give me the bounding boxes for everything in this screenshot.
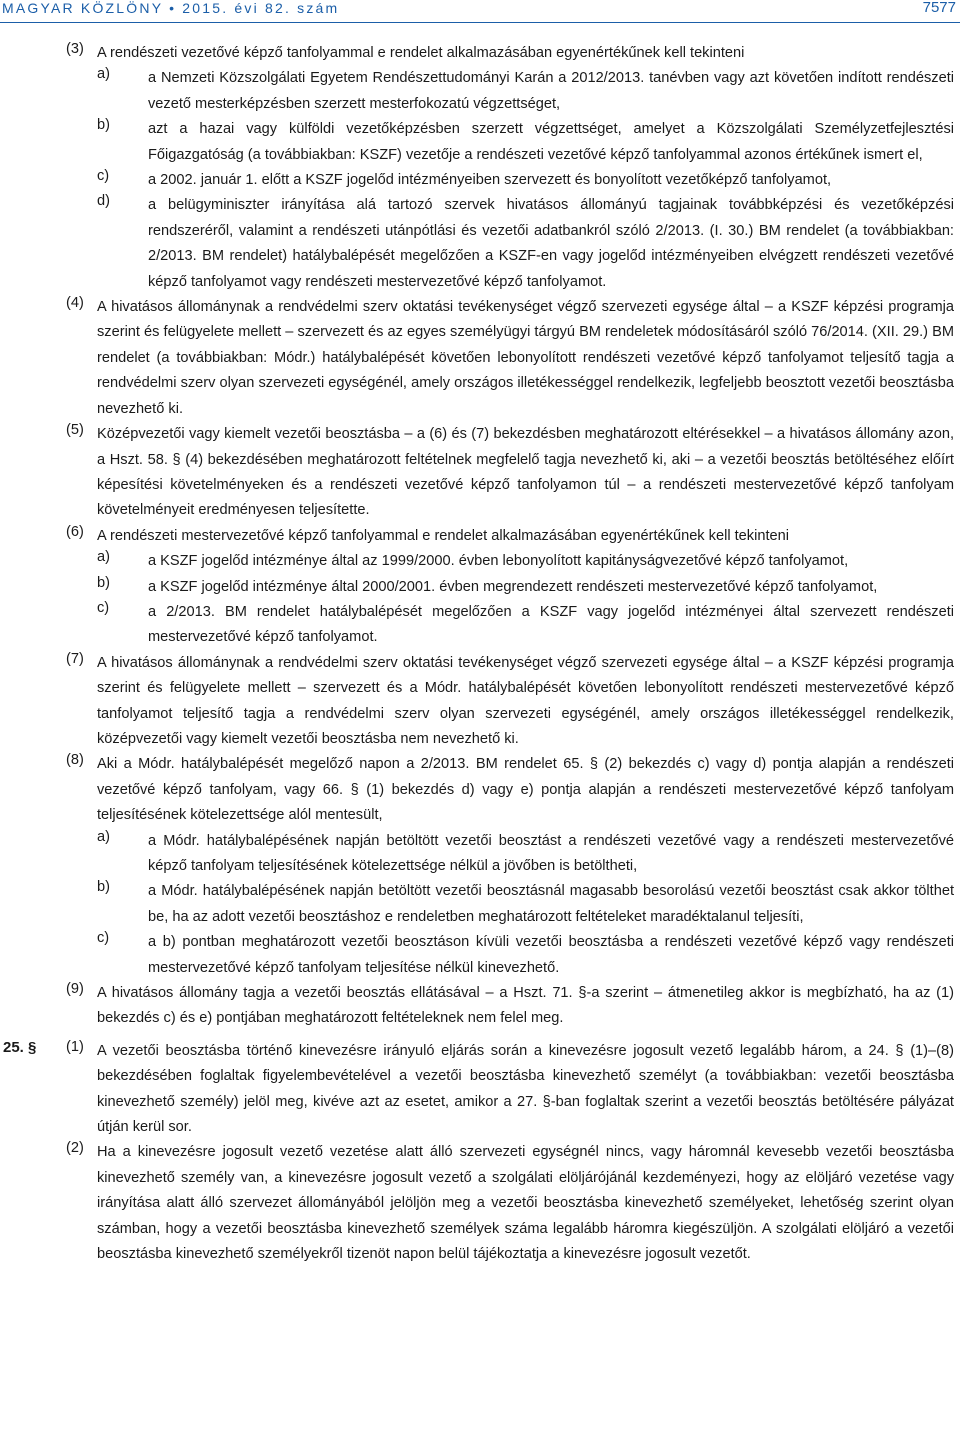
paragraph-number: (2): [66, 1140, 84, 1157]
item-text: a b) pontban meghatározott vezetői beosztáson kívüli vezetői beosztásba a rendészeti vezetővé képző vagy rendészeti mestervezetővé képző tanfolyam teljesítése nélkül kinevezhető.: [148, 934, 954, 976]
paragraph-text: A hivatásos állomány tagja a vezetői beosztás ellátásával – a Hszt. 71. §-a szerint – átmenetileg akkor is megbízható, ha az (1) bekezdés c) és e) pontjában meghatározott feltételeknek nem felel meg.: [97, 985, 954, 1027]
item-label: c): [97, 168, 110, 185]
item-text: a KSZF jogelőd intézménye által az 1999/2000. évben lebonyolított kapitányságvezetővé képző tanfolyamot,: [148, 553, 849, 570]
paragraph-8: [0, 752, 960, 828]
paragraph-6: [0, 524, 960, 549]
paragraph-number: (3): [66, 41, 84, 57]
item-label: b): [97, 574, 110, 591]
paragraph-7: [0, 651, 960, 753]
item-label: a): [97, 828, 110, 845]
item-text: a Nemzeti Közszolgálati Egyetem Rendészettudományi Karán a 2012/2013. tanévben vagy azt követően indított rendészeti vezető mesterképzésben szerzett mesterfokozatú végzettséget,: [148, 70, 954, 112]
paragraph-3: [0, 41, 960, 66]
item-text: a 2/2013. BM rendelet hatálybalépését megelőzően a KSZF vagy jogelőd intézményei által szervezett rendészeti mestervezetővé képző tanfolyamot.: [148, 603, 954, 646]
paragraph-number: (9): [66, 981, 84, 998]
section-25-paragraph-1: [0, 1039, 960, 1141]
list-item: [0, 549, 960, 574]
paragraph-text: A hivatásos állománynak a rendvédelmi szerv oktatási tevékenységet végző szervezeti egysége által – a KSZF képzési programja szerint és felügyelete mellett – szervezett és az egyes személyügyi tárgyú BM rendeletek módosításáról szóló 76/2014. (XII. 29.) BM rendelet (a továbbiakban: Módr.) hatálybalépését követően lebonyolított rendészeti vezetővé képző tanfolyamot teljesítő tagja a rendvédelmi szerv olyan szervezeti egységénél, amely országos illetékességgel rendelkezik, legfeljebb beosztott vezetői beosztásba nevezhető ki.: [97, 299, 954, 417]
section-number: 25. §: [3, 1038, 37, 1056]
paragraph-4: [0, 295, 960, 422]
paragraph-text: A hivatásos állománynak a rendvédelmi szerv oktatási tevékenységet végző szervezeti egysége által – a KSZF képzési programja szerint és felügyelete mellett – szervezett és a Módr. hatálybalépését követően lebonyolított rendészeti mestervezetővé képző tanfolyamot teljesítő tagja a rendvédelmi szerv olyan szervezeti egységénél, amely országos illetékességgel rendelkezik, középvezetői vagy kiemelt vezetői beosztásba nem nevezhető ki.: [97, 654, 954, 747]
item-label: d): [97, 193, 110, 210]
page-number: 7577: [922, 0, 956, 16]
list-item: [0, 600, 960, 651]
paragraph-5: [0, 422, 960, 524]
paragraph-text: Középvezetői vagy kiemelt vezetői beosztásba – a (6) és (7) bekezdésben meghatározott eltérésekkel – a hivatásos állomány azon, a Hszt. 58. § (4) bekezdésében meghatározott feltételnek megfelelő tagja nevezhető ki, aki – a vezetői beosztás betöltéséhez előírt képesítési követelményeken és a rendészeti vezetővé képző tanfolyamon túl – a rendészeti mestervezetővé képző tanfolyam követelményeit eredményesen teljesítette.: [97, 426, 954, 519]
document-body: [0, 41, 960, 1268]
item-text: a Módr. hatálybalépésének napján betöltött vezetői beosztást a rendészeti vezetővé vagy a rendészeti mestervezetővé képző tanfolyam teljesítésének kötelezettsége nélkül a jövőben is betöltheti,: [148, 832, 954, 874]
item-text: a KSZF jogelőd intézménye által 2000/2001. évben megrendezett rendészeti mestervezetővé képző tanfolyamot,: [148, 578, 878, 595]
paragraph-number: (4): [66, 295, 84, 312]
list-item: [0, 829, 960, 880]
paragraph-text: Ha a kinevezésre jogosult vezető vezetése alatt álló szervezeti egységnél nincs, vagy háromnál kevesebb vezetői beosztásba kinevezhető személy van, a kinevezésre jogosult vezető a szolgálati elöljárójánál kezdeményezi, hogy az elöljáró vezetése vagy irányítása alatt álló szervezet állományából jelöljön meg a vezetői beosztásba kinevezhető személyeket, lehetőség szerint olyan számban, hogy a vezetői beosztásba kinevezhető személyek száma legalább háromra kiegészüljön. A szolgálati elöljáró a vezetői beosztásba kinevezhető személyekről tizenöt napon belül tájékoztatja a kinevezésre jogosult vezetőt.: [97, 1144, 954, 1263]
paragraph-text: A rendészeti mestervezetővé képző tanfolyammal e rendelet alkalmazásában egyenértékűnek kell tekinteni: [97, 527, 789, 544]
list-item: [0, 168, 960, 193]
list-item: [0, 193, 960, 295]
paragraph-number: (8): [66, 752, 84, 769]
item-text: azt a hazai vagy külföldi vezetőképzésben szerzett végzettséget, amelyet a Közszolgálati Személyzetfejlesztési Főigazgatóság (a továbbiakban: KSZF) vezetője a rendészeti vezetővé képző tanfolyammal azonos értékűnek ismert el,: [148, 121, 954, 163]
section-25: [0, 1039, 960, 1268]
item-label: c): [97, 599, 110, 616]
paragraph-9: [0, 981, 960, 1032]
list-item: [0, 930, 960, 981]
page-header: [0, 0, 960, 23]
paragraph-text: Aki a Módr. hatálybalépését megelőző napon a 2/2013. BM rendelet 65. § (2) bekezdés c) vagy d) pontja alapján a rendészeti vezetővé képző tanfolyam, vagy 66. § (1) bekezdés d) vagy e) pontja alapján a rendészeti mestervezetővé képző tanfolyam teljesítésének kötelezettsége alól mentesült,: [97, 756, 954, 824]
list-item: [0, 117, 960, 168]
paragraph-text: A rendészeti vezetővé képző tanfolyammal e rendelet alkalmazásában egyenértékűnek kell tekinteni: [97, 45, 745, 61]
paragraph-number: (7): [66, 650, 84, 667]
item-text: a 2002. január 1. előtt a KSZF jogelőd intézményeiben szervezett és bonyolított vezetőképző tanfolyamot,: [148, 172, 832, 189]
paragraph-number: (6): [66, 523, 84, 540]
item-label: b): [97, 117, 110, 134]
list-item: [0, 575, 960, 600]
paragraph-number: (1): [66, 1038, 84, 1055]
item-label: a): [97, 549, 110, 566]
item-label: b): [97, 879, 110, 896]
publication-title: MAGYAR KÖZLÖNY • 2015. évi 82. szám: [2, 0, 340, 16]
list-item: [0, 879, 960, 930]
paragraph-number: (5): [66, 422, 84, 439]
item-label: a): [97, 66, 110, 83]
section-25-paragraph-2: [0, 1140, 960, 1267]
list-item: [0, 66, 960, 117]
item-text: a belügyminiszter irányítása alá tartozó szervek hivatásos állományú tagjainak továbbképzési és vezetőképzési rendszeréről, valamint a rendészeti utánpótlási és vezetői adatbankról szóló 2/2013. (I. 30.) BM rendelet (a továbbiakban: 2/2013. BM rendelet) hatálybalépését megelőzően a KSZF-en vagy jogelőd intézményeiben elvégzett rendészeti vezetővé képző tanfolyamot vagy rendészeti mestervezetővé képző tanfolyamot.: [148, 197, 954, 290]
item-text: a Módr. hatálybalépésének napján betöltött vezetői beosztásnál magasabb besorolású vezetői beosztást csak akkor tölthet be, ha az adott vezetői beosztáshoz e rendeletben meghatározott feltételeket maradéktalanul teljesíti,: [148, 883, 954, 925]
paragraph-text: A vezetői beosztásba történő kinevezésre irányuló eljárás során a kinevezésre jogosult vezető legalább három, a 24. § (1)–(8) bekezdésében foglaltak figyelembevételével a vezetői beosztásba kinevezhető személyt (a továbbiakban: vezetői beosztásba kinevezhető személy) jelöl meg, kivéve azt az esetet, amikor a 27. §-ban foglaltak szerint a vezetői beosztás betöltésére pályázat útján kerül sor.: [97, 1042, 954, 1136]
item-label: c): [97, 930, 110, 947]
